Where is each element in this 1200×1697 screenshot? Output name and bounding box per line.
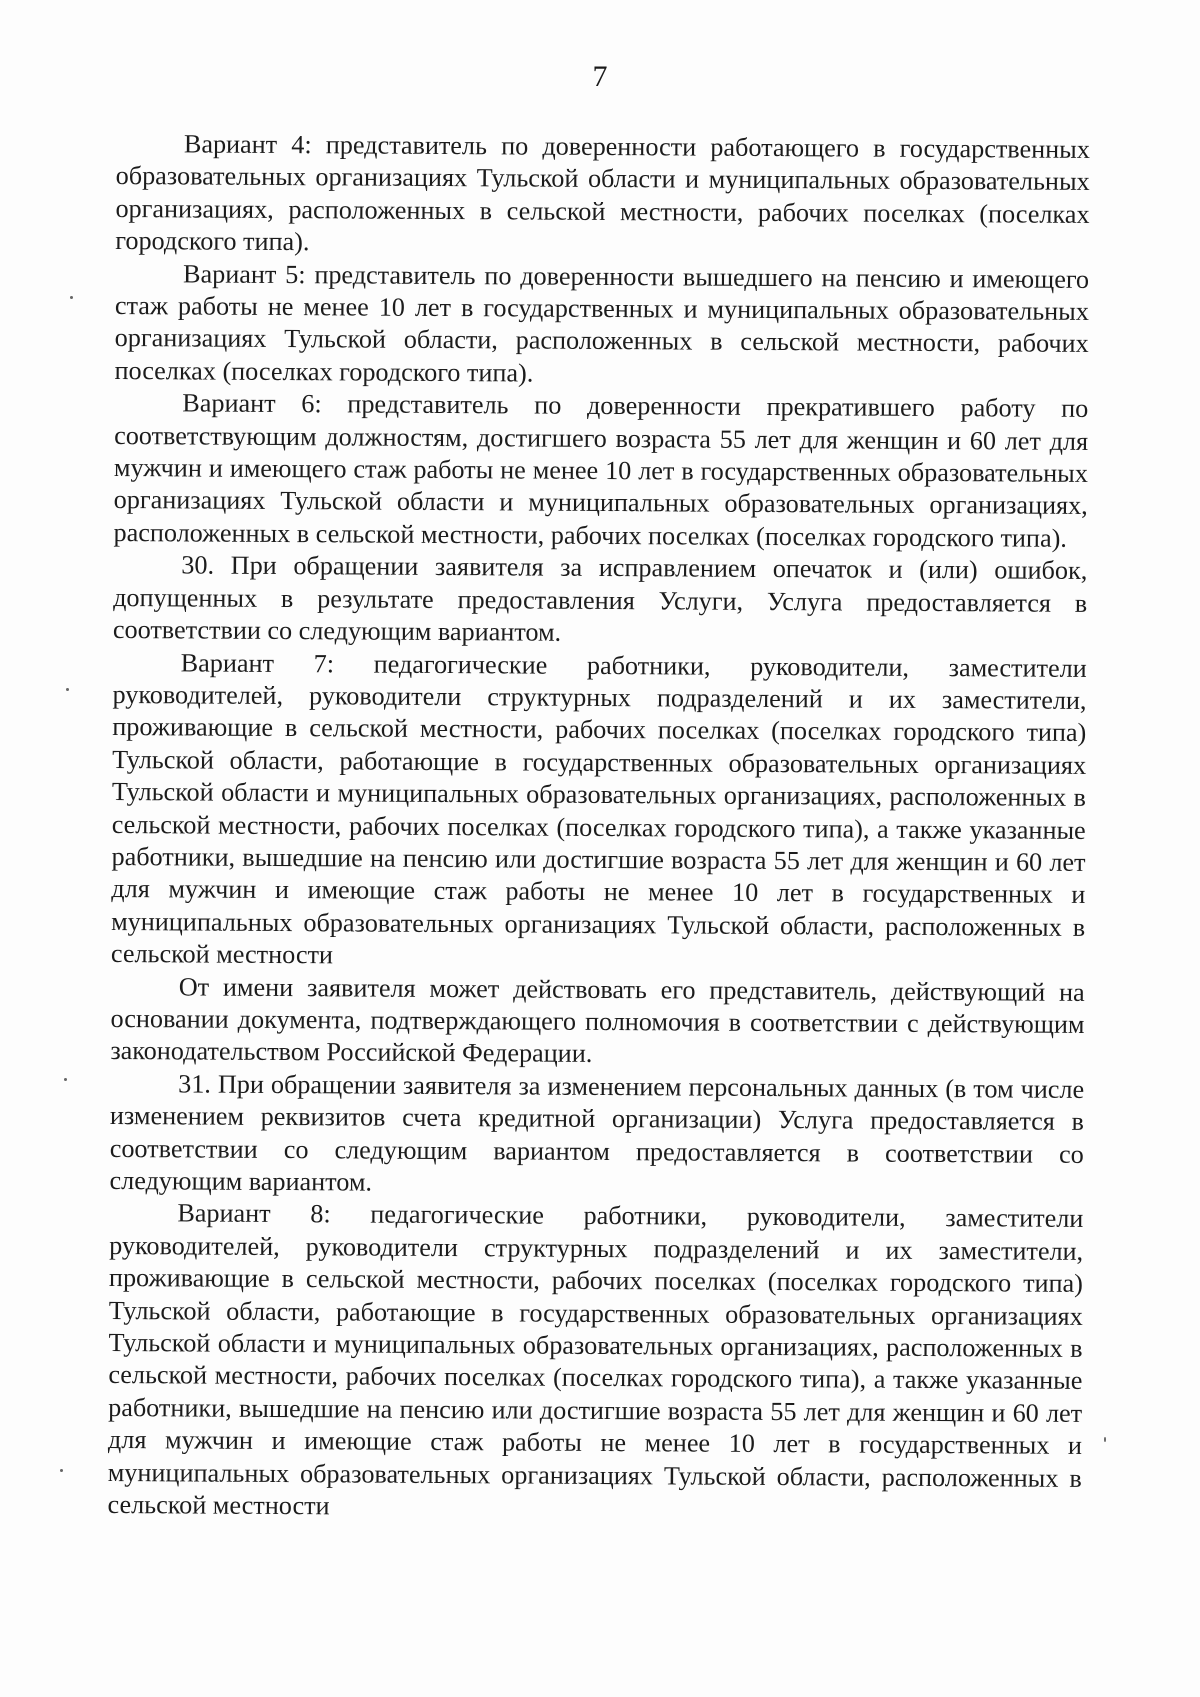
paragraph-variant-5: Вариант 5: представитель по доверенности вышедшего на пенсию и имеющего стаж работы не менее 10 лет в государственных и муниципальных образовательных организациях Тульской области, расположенных в сельской местности, рабочих поселках (поселках городского типа). <box>114 259 1090 388</box>
paragraph-variant-8: Вариант 8: педагогические работники, руководители, заместители руководителей, руководители структурных подразделений и их заместители, проживающие в сельской местности, рабочих поселках (поселках городского типа) Тульской области, работающие в государственных образовательных организациях Тульской области и муниципальных образовательных организациях, расположенных в сельской местности, рабочих поселках (поселках городского типа), а также указанные работники, вышедшие на пенсию или достигшие возраста 55 лет для женщин и 60 лет для мужчин и имеющие стаж работы не менее 10 лет в государственных и муниципальных образовательных организациях Тульской области, расположенных в сельской местности <box>107 1198 1084 1521</box>
scan-speck <box>70 296 73 299</box>
scan-speck <box>64 1078 67 1081</box>
scan-speck <box>60 1469 63 1472</box>
paragraph-variant-6: Вариант 6: представитель по доверенности прекратившего работу по соответствующим должностям, достигшего возраста 55 лет для женщин и 60 лет для мужчин и имеющего стаж работы не менее 10 лет в государственных образовательных организациях Тульской области и муниципальных образовательных организациях, расположенных в сельской местности, рабочих поселках (поселках городского типа). <box>113 388 1089 553</box>
paragraph-clause-30: 30. При обращении заявителя за исправлением опечаток и (или) ошибок, допущенных в результате предоставления Услуги, Услуга предоставляется в соответствии со следующим вариантом. <box>112 550 1088 647</box>
paragraph-representative: От имени заявителя может действовать его представитель, действующий на основании документа, подтверждающего полномочия в соответствии с действующим законодательством Российской Федерации. <box>110 971 1085 1069</box>
paragraph-clause-31: 31. При обращении заявителя за изменением персональных данных (в том числе изменением реквизитов счета кредитной организации) Услуга предоставляется в соответствии со следующим вариантом предоставляется в соответствии со следующим вариантом. <box>109 1069 1085 1197</box>
document-body <box>107 128 1089 1527</box>
paragraph-variant-4: Вариант 4: представитель по доверенности работающего в государственных образовательных организациях Тульской области и муниципальных образовательных организациях, расположенных в сельской местности, рабочих поселках (поселках городского типа). <box>115 129 1090 257</box>
scan-speck <box>1104 1437 1106 1442</box>
scan-speck <box>66 688 69 691</box>
page-number: 7 <box>592 60 608 93</box>
paragraph-variant-7: Вариант 7: педагогические работники, руководители, заместители руководителей, руководители структурных подразделений и их заместители, проживающие в сельской местности, рабочих поселках (поселках городского типа) Тульской области, работающие в государственных образовательных организациях Тульской области и муниципальных образовательных организациях, расположенных в сельской местности, рабочих поселках (поселках городского типа), а также указанные работники, вышедшие на пенсию или достигшие возраста 55 лет для женщин и 60 лет для мужчин и имеющие стаж работы не менее 10 лет в государственных и муниципальных образовательных организациях Тульской области, расположенных в сельской местности <box>110 647 1087 970</box>
